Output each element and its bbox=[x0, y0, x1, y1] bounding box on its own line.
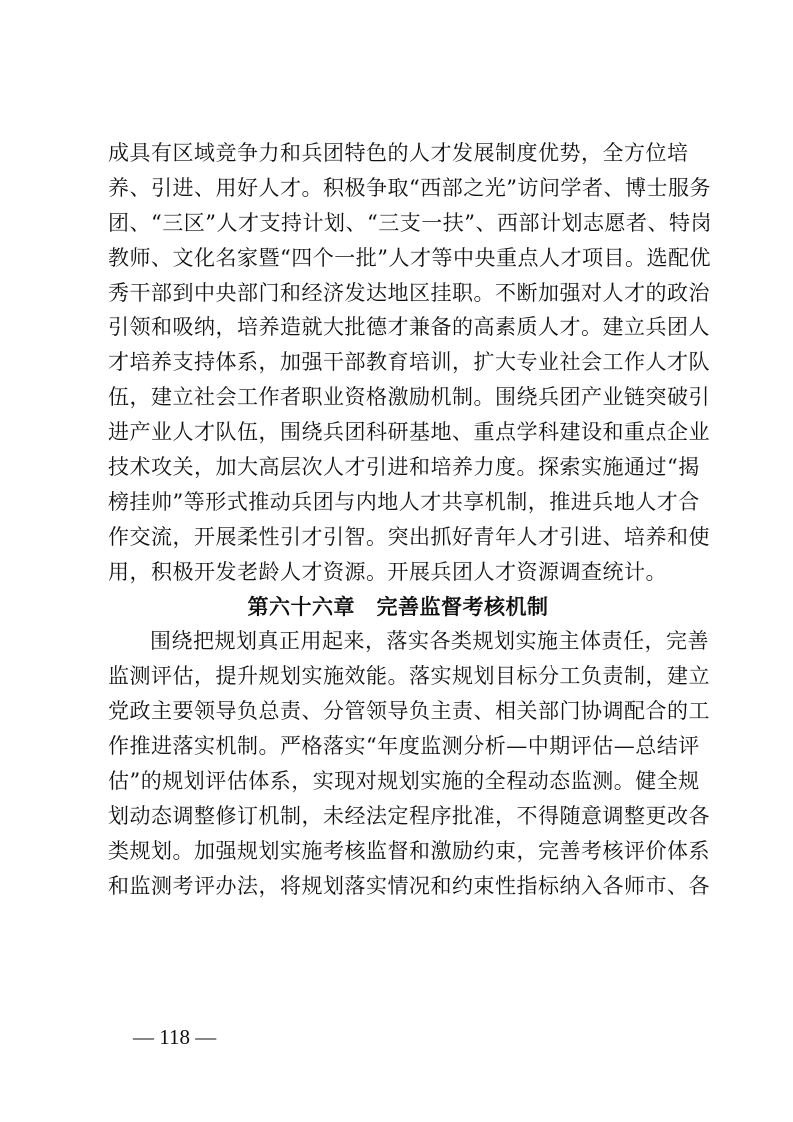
text-line: 作推进落实机制。严格落实“年度监测分析—中期评估—总结评 bbox=[108, 734, 700, 759]
text-line: 榜挂帅”等形式推动兵团与内地人才共享机制，推进兵地人才合 bbox=[108, 489, 700, 514]
text-line: 用，积极开发老龄人才资源。开展兵团人才资源调查统计。 bbox=[108, 559, 667, 584]
page-number: — 118 — bbox=[133, 1025, 217, 1049]
text-line: 教师、文化名家暨“四个一批”人才等中央重点人才项目。选配优 bbox=[108, 245, 711, 270]
chapter-heading: 第六十六章 完善监督考核机制 bbox=[247, 594, 549, 619]
text-line: 估”的规划评估体系，实现对规划实施的全程动态监测。健全规 bbox=[108, 769, 700, 794]
text-line: 围绕把规划真正用起来，落实各类规划实施主体责任，完善 bbox=[150, 629, 709, 654]
text-line: 和监测考评办法，将规划落实情况和约束性指标纳入各师市、各 bbox=[108, 873, 710, 898]
text-line: 类规划。加强规划实施考核监督和激励约束，完善考核评价体系 bbox=[108, 838, 710, 863]
text-line: 秀干部到中央部门和经济发达地区挂职。不断加强对人才的政治 bbox=[108, 280, 710, 305]
text-line: 监测评估，提升规划实施效能。落实规划目标分工负责制，建立 bbox=[108, 664, 710, 689]
paragraph-talent-development bbox=[108, 136, 712, 590]
text-line: 划动态调整修订机制，未经法定程序批准，不得随意调整更改各 bbox=[108, 803, 710, 828]
text-line: 养、引进、用好人才。积极争取“西部之光”访问学者、博士服务 bbox=[108, 175, 711, 200]
text-line: 团、“三区”人才支持计划、“三支一扶”、西部计划志愿者、特岗 bbox=[108, 210, 712, 235]
text-line: 作交流，开展柔性引才引智。突出抓好青年人才引进、培养和使 bbox=[108, 524, 710, 549]
document-body bbox=[108, 136, 712, 904]
text-line: 引领和吸纳，培养造就大批德才兼备的高素质人才。建立兵团人 bbox=[108, 315, 710, 340]
text-line: 成具有区域竞争力和兵团特色的人才发展制度优势，全方位培 bbox=[108, 141, 689, 165]
text-line: 伍，建立社会工作者职业资格激励机制。围绕兵团产业链突破引 bbox=[108, 385, 710, 410]
paragraph-supervision-assessment bbox=[108, 624, 710, 903]
text-line: 技术攻关，加大高层次人才引进和培养力度。探索实施通过“揭 bbox=[108, 455, 700, 480]
text-line: 进产业人才队伍，围绕兵团科研基地、重点学科建设和重点企业 bbox=[108, 420, 710, 445]
text-line: 党政主要领导负总责、分管领导负主责、相关部门协调配合的工 bbox=[108, 699, 710, 724]
text-line: 才培养支持体系，加强干部教育培训，扩大专业社会工作人才队 bbox=[108, 350, 710, 375]
